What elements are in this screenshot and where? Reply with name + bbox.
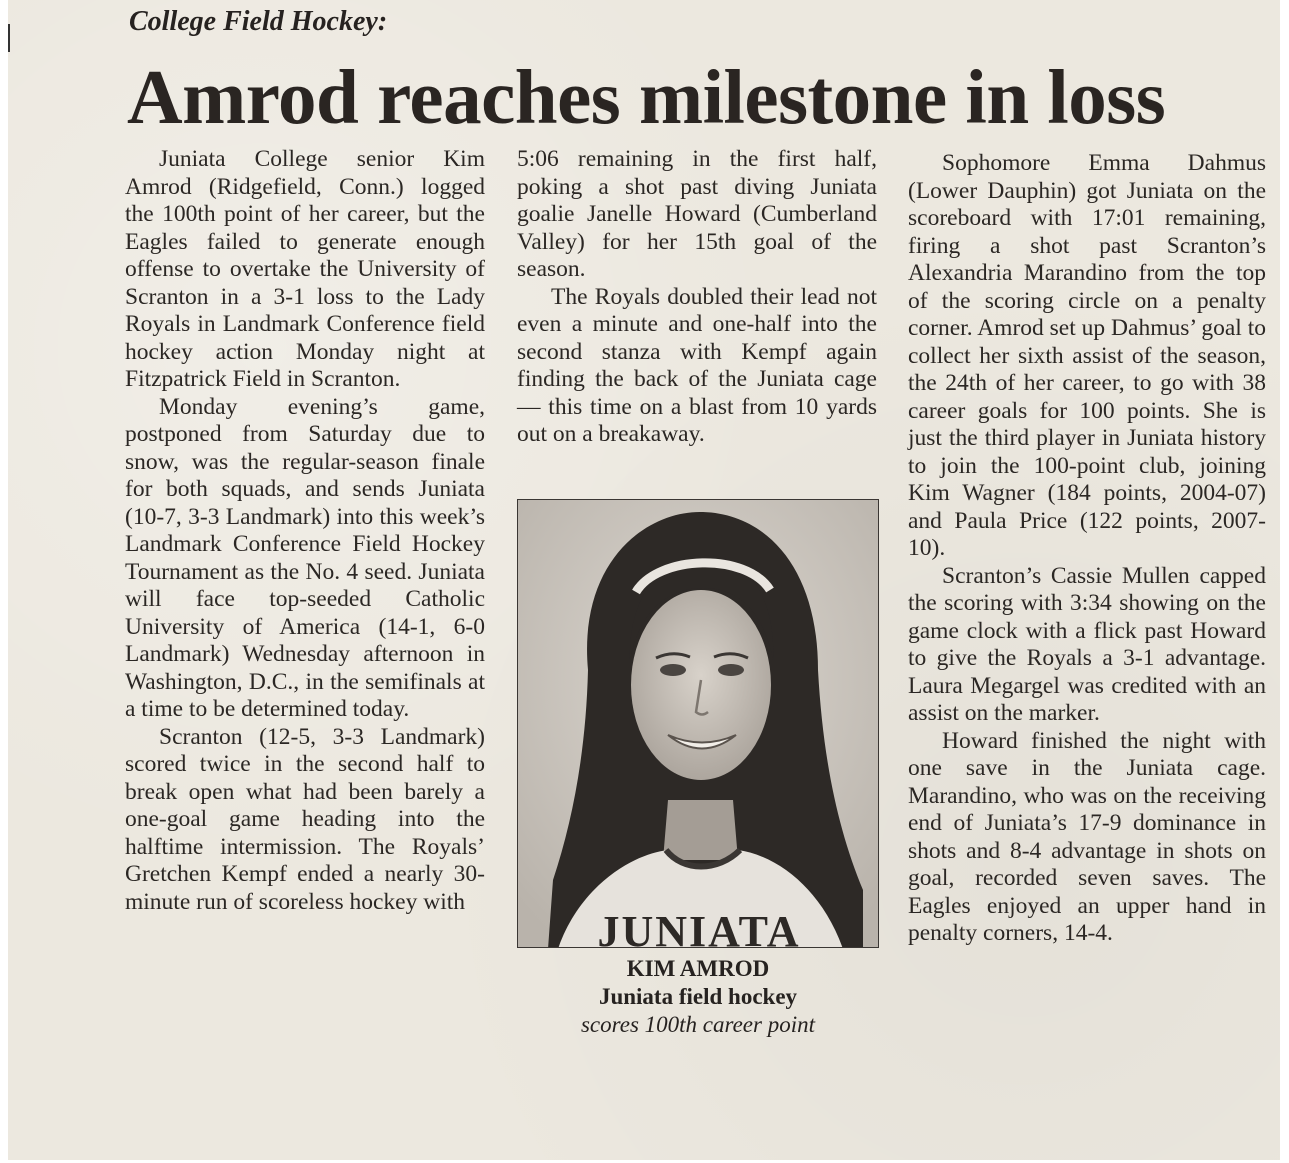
paragraph: The Royals doubled their lead not even a minute and one-half into the second stanza with Kempf again finding the back of the Juniata cage — this time on a blast from 10 yards out on a breakaway. <box>517 283 877 447</box>
paragraph: Scranton (12-5, 3-3 Landmark) scored twice in the second half to break open what had been barely a one-goal game heading into the halftime intermission. The Royals’ Gretchen Kempf ended a nearly 30-minute run of scoreless hockey with <box>125 723 485 915</box>
caption-subline: scores 100th career point <box>580 1012 815 1037</box>
caption-team: Juniata field hockey <box>598 984 798 1009</box>
paragraph: Scranton’s Cassie Mullen capped the scoring with 3:34 showing on the game clock with a flick past Howard to give the Royals a 3-1 advantage. Laura Megargel was credited with an assist on the marker. <box>908 562 1266 726</box>
column-2 <box>517 146 877 449</box>
paragraph: Monday evening’s game, postponed from Saturday due to snow, was the regular-season finale for both squads, and sends Juniata (10-7, 3-3 Landmark) into this week’s Landmark Conference Field Hockey Tournament as the No. 4 seed. Juniata will face top-seeded Catholic University of America (14-1, 6-0 Landmark) Wednesday afternoon in Washington, D.C., in the semifinals at a time to be determined today. <box>125 393 485 722</box>
photo-caption <box>517 955 879 1039</box>
player-photo <box>517 499 879 948</box>
column-1 <box>125 146 485 916</box>
column-3 <box>908 150 1266 948</box>
paragraph: Howard finished the night with one save in the Juniata cage. Marandino, who was on the receiving end of Juniata’s 17-9 dominance in shots and 8-4 advantage in shots on goal, recorded seven saves. The Eagles enjoyed an upper hand in penalty corners, 14-4. <box>908 727 1266 946</box>
caption-name: KIM AMROD <box>626 956 770 981</box>
jersey-text: JUNIATA <box>597 907 801 948</box>
paragraph: Juniata College senior Kim Amrod (Ridgefield, Conn.) logged the 100th point of her career, but the Eagles failed to generate enough offense to overtake the University of Scranton in a 3-1 loss to the Lady Royals in Landmark Conference field hockey action Monday night at Fitzpatrick Field in Scranton. <box>125 146 485 392</box>
clipping-edge-mark <box>8 24 10 52</box>
paragraph: 5:06 remaining in the first half, poking a shot past diving Juniata goalie Janelle Howard (Cumberland Valley) for her 15th goal of the season. <box>517 146 877 282</box>
paragraph: Sophomore Emma Dahmus (Lower Dauphin) got Juniata on the scoreboard with 17:01 remaining, firing a shot past Scranton’s Alexandria Marandino from the top of the scoring circle on a penalty corner. Amrod set up Dahmus’ goal to collect her sixth assist of the season, the 24th of her career, to go with 38 career goals for 100 points. She is just the third player in Juniata history to join the 100-point club, joining Kim Wagner (184 points, 2004-07) and Paula Price (122 points, 2007-10). <box>908 150 1266 561</box>
portrait-illustration <box>518 500 879 948</box>
section-kicker: College Field Hockey: <box>129 6 388 37</box>
headline: Amrod reaches milestone in loss <box>127 54 1166 140</box>
